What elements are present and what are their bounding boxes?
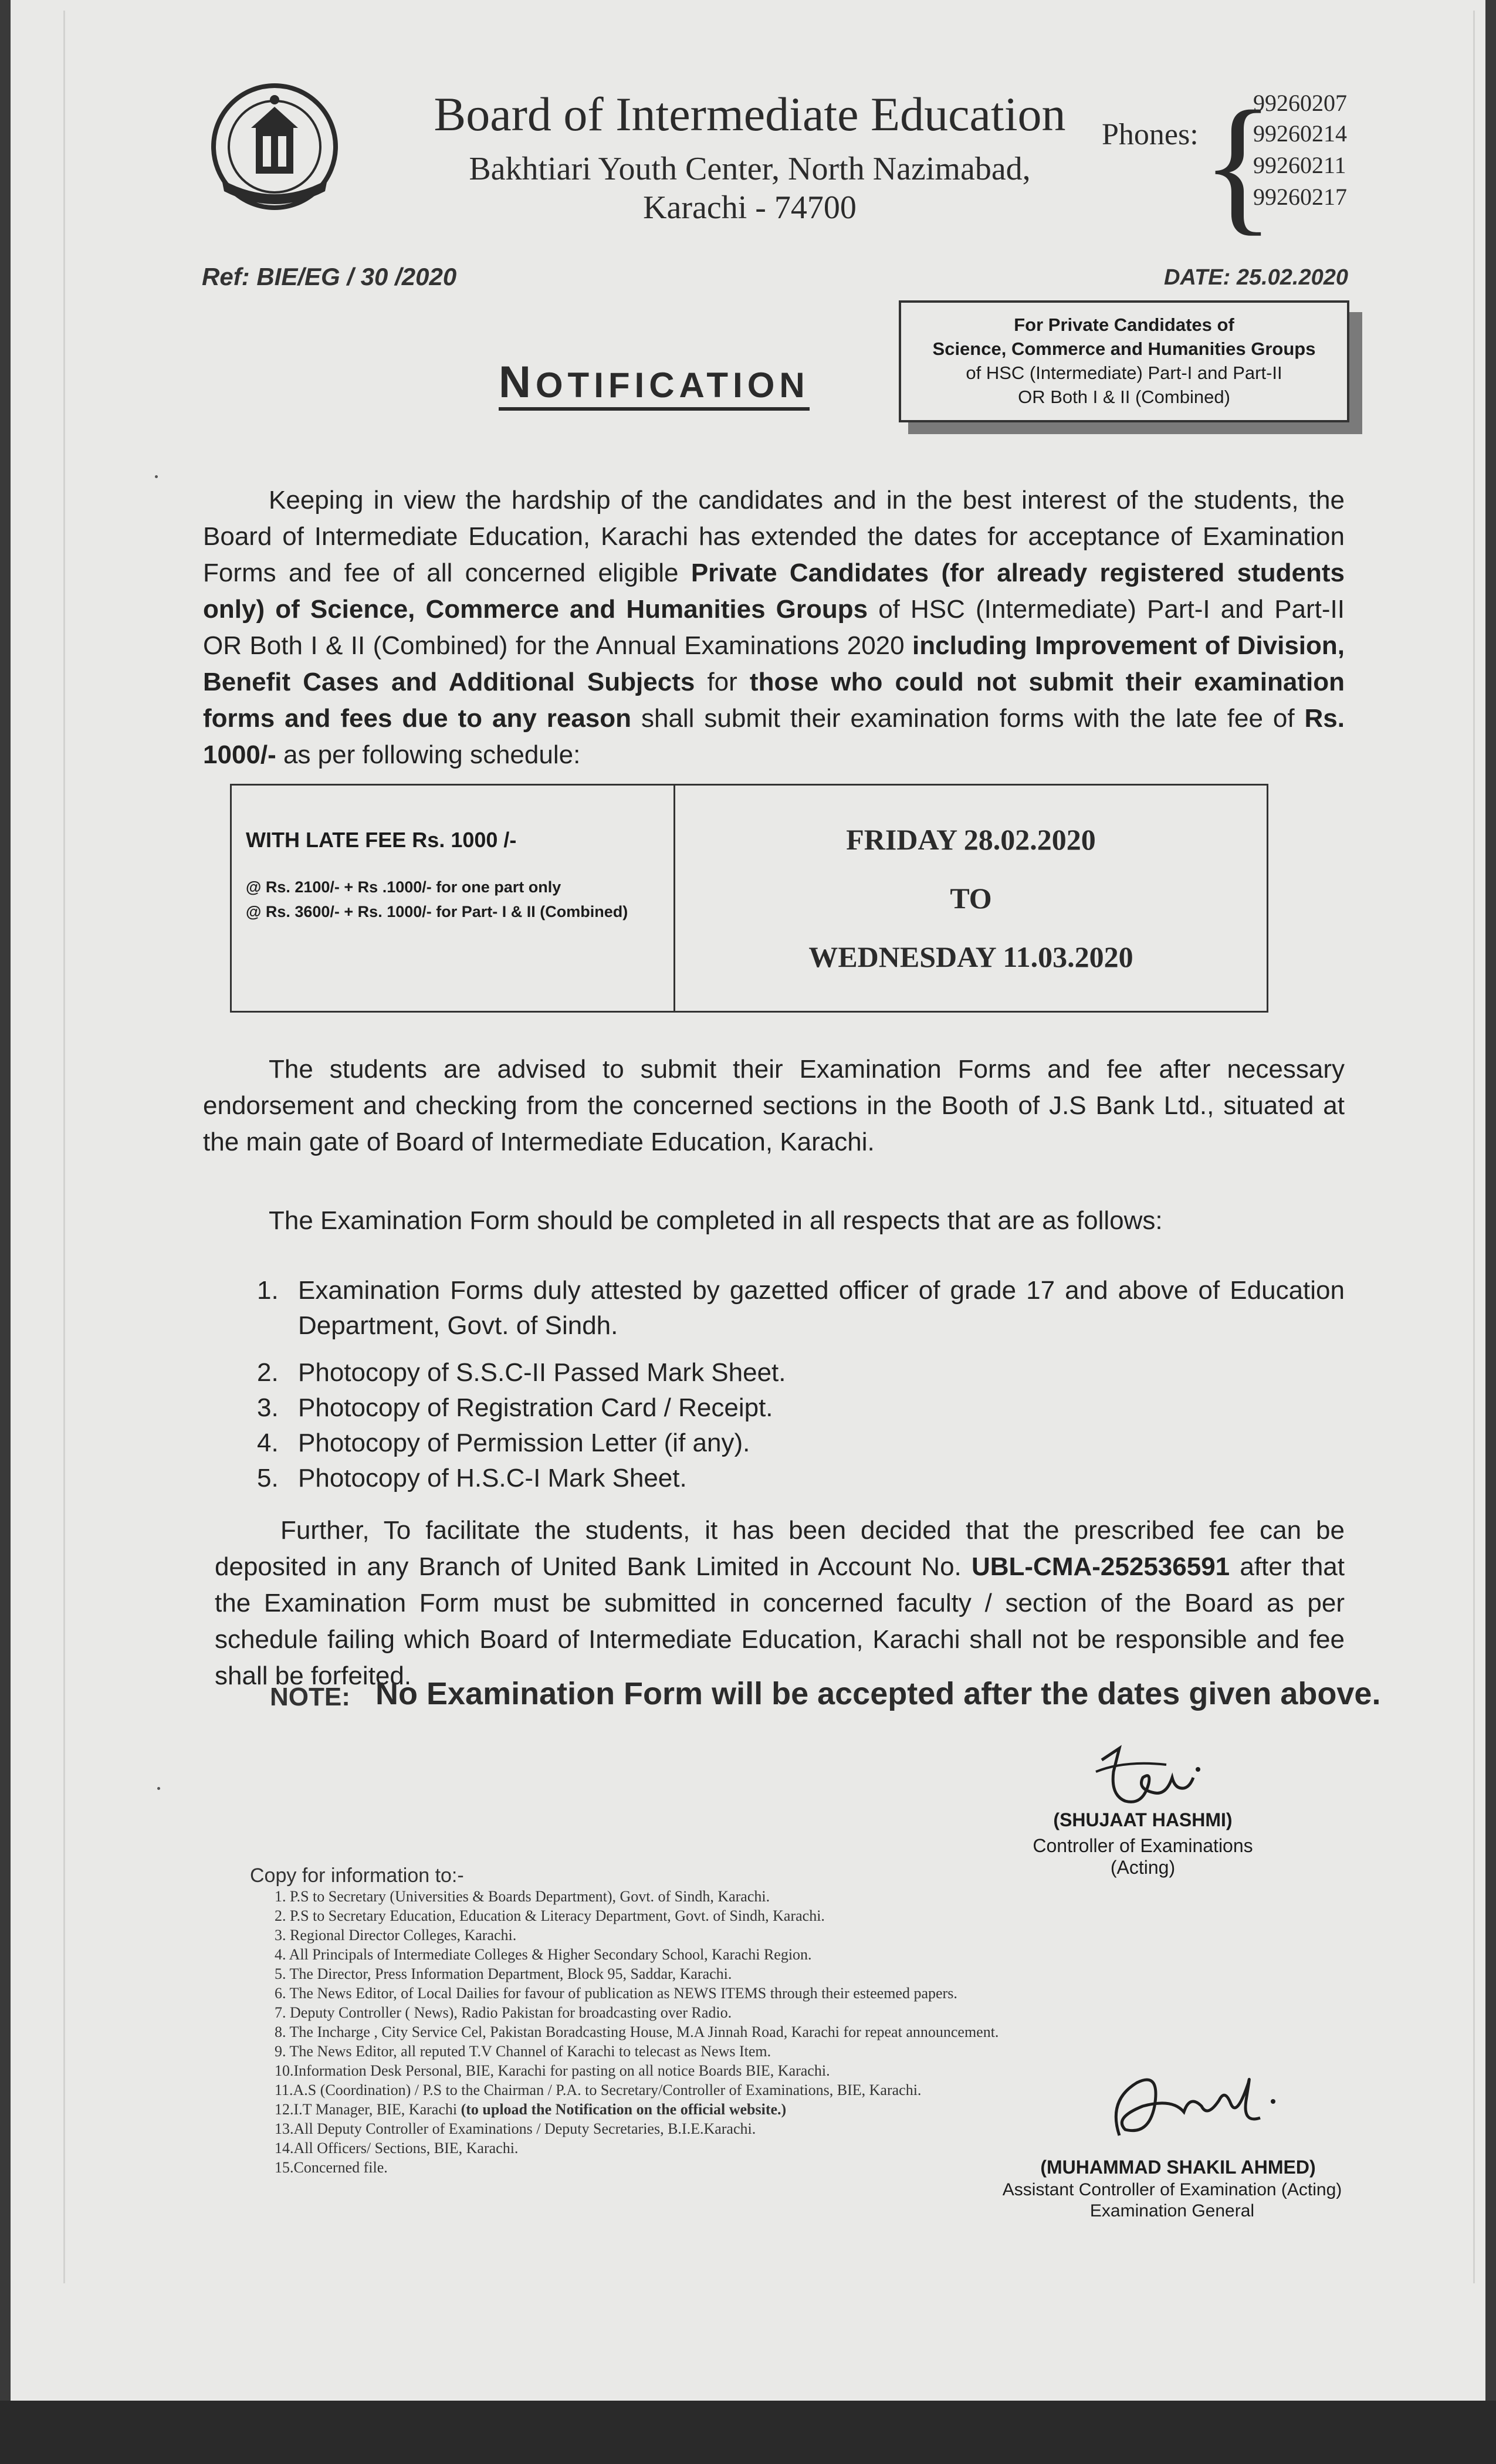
scan-speck bbox=[155, 475, 158, 478]
requirement-number: 3. bbox=[257, 1393, 279, 1422]
copy-item: 7. Deputy Controller ( News), Radio Pakistan for broadcasting over Radio. bbox=[275, 2004, 732, 2021]
note-label: NOTE: bbox=[270, 1683, 350, 1711]
phone-number: 99260211 bbox=[1253, 152, 1346, 178]
further-paragraph bbox=[215, 1512, 1345, 1694]
heading-first-letter: N bbox=[499, 357, 536, 407]
requirement-text: Photocopy of Registration Card / Receipt. bbox=[298, 1393, 773, 1422]
intro-bold: including Improvement of Division, Benefit Cases and Additional Subjects bbox=[203, 631, 1345, 696]
schedule-table bbox=[230, 784, 1268, 1013]
requirement-item bbox=[257, 1390, 1345, 1426]
copy-item: 6. The News Editor, of Local Dailies for favour of publication as NEWS ITEMS through their esteemed papers. bbox=[275, 1985, 957, 2002]
scan-speck bbox=[157, 1787, 160, 1790]
signatory-name: (SHUJAAT HASHMI) bbox=[1053, 1809, 1233, 1830]
requirement-item bbox=[257, 1461, 1345, 1496]
advice-paragraph: The students are advised to submit their Examination Forms and fee after necessary endorsement and checking from the concerned sections in the Booth of J.S Bank Ltd., situated at the main gate of Board of Intermediate Education, Karachi. bbox=[203, 1055, 1345, 1156]
copy-item: 5. The Director, Press Information Department, Block 95, Saddar, Karachi. bbox=[275, 1965, 732, 1982]
private-box-line: of HSC (Intermediate) Part-I and Part-II bbox=[966, 363, 1282, 383]
requirement-number: 1. bbox=[257, 1276, 279, 1305]
late-fee-rate: @ Rs. 3600/- + Rs. 1000/- for Part- I & II (Combined) bbox=[246, 903, 628, 920]
copy-item: 13.All Deputy Controller of Examinations / Deputy Secretaries, B.I.E.Karachi. bbox=[275, 2120, 756, 2137]
schedule-to: TO bbox=[950, 882, 992, 915]
intro-paragraph bbox=[203, 482, 1345, 773]
copy-item: 2. P.S to Secretary Education, Education & Literacy Department, Govt. of Sindh, Karachi. bbox=[275, 1907, 825, 1924]
requirement-text: Photocopy of H.S.C-I Mark Sheet. bbox=[298, 1464, 687, 1492]
notification-heading bbox=[499, 359, 810, 411]
late-fee-cell bbox=[232, 786, 675, 1011]
scanner-bottom-strip bbox=[0, 2401, 1496, 2464]
document-page bbox=[11, 0, 1485, 2401]
intro-bold: those who could not submit their examination forms and fees due to any reason bbox=[203, 668, 1345, 733]
private-box-line: OR Both I & II (Combined) bbox=[1018, 386, 1230, 407]
requirement-item bbox=[257, 1426, 1345, 1461]
schedule-start-date: FRIDAY 28.02.2020 bbox=[846, 823, 1096, 856]
heading-rest: OTIFICATION bbox=[535, 365, 810, 405]
copy-item: 8. The Incharge , City Service Cel, Pakistan Boradcasting House, M.A Jinnah Road, Karachi for repeat announcement. bbox=[275, 2023, 999, 2040]
signature-image bbox=[1078, 1737, 1231, 1819]
further-text: after that the Examination Form must be submitted in concerned faculty / section of the Board as per schedule failing which Board of Intermediate Education, Karachi shall not be responsible and fee shall be forfeited. bbox=[215, 1552, 1345, 1690]
intro-bold: Private Candidates (for already registered students only) of Science, Commerce and Humanities Groups bbox=[203, 559, 1345, 624]
phones-brace: { bbox=[1201, 80, 1275, 249]
requirement-text: Photocopy of S.S.C-II Passed Mark Sheet. bbox=[298, 1358, 786, 1387]
schedule-end-date: WEDNESDAY 11.03.2020 bbox=[808, 940, 1133, 973]
intro-text: Keeping in view the hardship of the candidates and in the best interest of the students, the Board of Intermediate Education, Karachi has extended the dates for acceptance of Examination Forms and fee of all concerned eligible bbox=[203, 486, 1345, 587]
copy-label: Copy for information to:- bbox=[250, 1864, 464, 1887]
copy-item: 11.A.S (Coordination) / P.S to the Chairman / P.A. to Secretary/Controller of Examinations, BIE, Karachi. bbox=[275, 2081, 922, 2099]
phones-label: Phones: bbox=[1102, 118, 1199, 151]
copy-item: 10.Information Desk Personal, BIE, Karachi for pasting on all notice Boards BIE, Karachi. bbox=[275, 2062, 830, 2079]
copy-item: 14.All Officers/ Sections, BIE, Karachi. bbox=[275, 2140, 519, 2157]
copy-list bbox=[275, 1887, 1096, 2177]
board-address-line1: Bakhtiari Youth Center, North Nazimabad, bbox=[469, 151, 1031, 187]
notice-date: DATE: 25.02.2020 bbox=[1164, 265, 1349, 290]
private-candidates-box bbox=[899, 300, 1349, 422]
further-text: Further, To facilitate the students, it has been decided that the prescribed fee can be deposited in any Branch of United Bank Limited in Account No. bbox=[215, 1516, 1345, 1581]
copy-item: 1. P.S to Secretary (Universities & Boards Department), Govt. of Sindh, Karachi. bbox=[275, 1888, 770, 1905]
form-intro: The Examination Form should be completed in all respects that are as follows: bbox=[269, 1206, 1163, 1235]
signatory-title: Controller of Examinations (Acting) bbox=[1033, 1835, 1253, 1878]
note-text: No Examination Form will be accepted after the dates given above. bbox=[375, 1676, 1381, 1711]
private-box-line: Science, Commerce and Humanities Groups bbox=[932, 339, 1316, 360]
requirement-item bbox=[257, 1355, 1345, 1390]
board-logo-icon bbox=[204, 76, 345, 217]
signatory-title: Assistant Controller of Examination (Acting) bbox=[1002, 2180, 1342, 2199]
copy-item bbox=[275, 2100, 1096, 2119]
requirement-number: 5. bbox=[257, 1464, 279, 1492]
reference-number: Ref: BIE/EG / 30 /2020 bbox=[202, 263, 457, 290]
private-box-line: For Private Candidates of bbox=[1014, 314, 1234, 336]
intro-text: for bbox=[695, 668, 750, 696]
copy-item: 4. All Principals of Intermediate Colleges & Higher Secondary School, Karachi Region. bbox=[275, 1946, 812, 1963]
signatory-name: (MUHAMMAD SHAKIL AHMED) bbox=[1040, 2157, 1316, 2178]
requirement-text: Examination Forms duly attested by gazetted officer of grade 17 and above of Education Department, Govt. of Sindh. bbox=[298, 1276, 1345, 1340]
copy-item: 15.Concerned file. bbox=[275, 2159, 388, 2176]
late-fee-rate: @ Rs. 2100/- + Rs .1000/- for one part only bbox=[246, 878, 561, 896]
phone-number: 99260217 bbox=[1253, 184, 1347, 210]
phone-number: 99260214 bbox=[1253, 120, 1347, 147]
requirement-text: Photocopy of Permission Letter (if any). bbox=[298, 1429, 750, 1457]
account-number: UBL-CMA-252536591 bbox=[971, 1552, 1230, 1581]
signatory-title: Examination General bbox=[1089, 2201, 1255, 2221]
intro-text: as per following schedule: bbox=[276, 740, 581, 769]
signature-image bbox=[1084, 2047, 1295, 2165]
copy-item-text: 12.I.T Manager, BIE, Karachi bbox=[275, 2101, 461, 2118]
board-address-line2: Karachi - 74700 bbox=[643, 189, 857, 226]
intro-bold: Rs. 1000/- bbox=[203, 704, 1345, 769]
late-fee-label: WITH LATE FEE Rs. 1000 /- bbox=[246, 828, 517, 852]
requirement-number: 2. bbox=[257, 1358, 279, 1387]
requirement-number: 4. bbox=[257, 1429, 279, 1457]
requirement-item bbox=[257, 1273, 1345, 1343]
phone-number: 99260207 bbox=[1253, 90, 1347, 116]
copy-item: 3. Regional Director Colleges, Karachi. bbox=[275, 1927, 517, 1944]
schedule-dates-cell bbox=[675, 786, 1267, 1011]
intro-text: shall submit their examination forms with the late fee of bbox=[631, 704, 1305, 733]
intro-text: of HSC (Intermediate) Part-I and Part-II OR Both I & II (Combined) for the Annual Examinations 2020 bbox=[203, 595, 1345, 660]
board-title: Board of Intermediate Education bbox=[434, 87, 1066, 141]
copy-item: 9. The News Editor, all reputed T.V Channel of Karachi to telecast as News Item. bbox=[275, 2043, 771, 2060]
copy-item-bold: (to upload the Notification on the official website.) bbox=[461, 2101, 787, 2118]
